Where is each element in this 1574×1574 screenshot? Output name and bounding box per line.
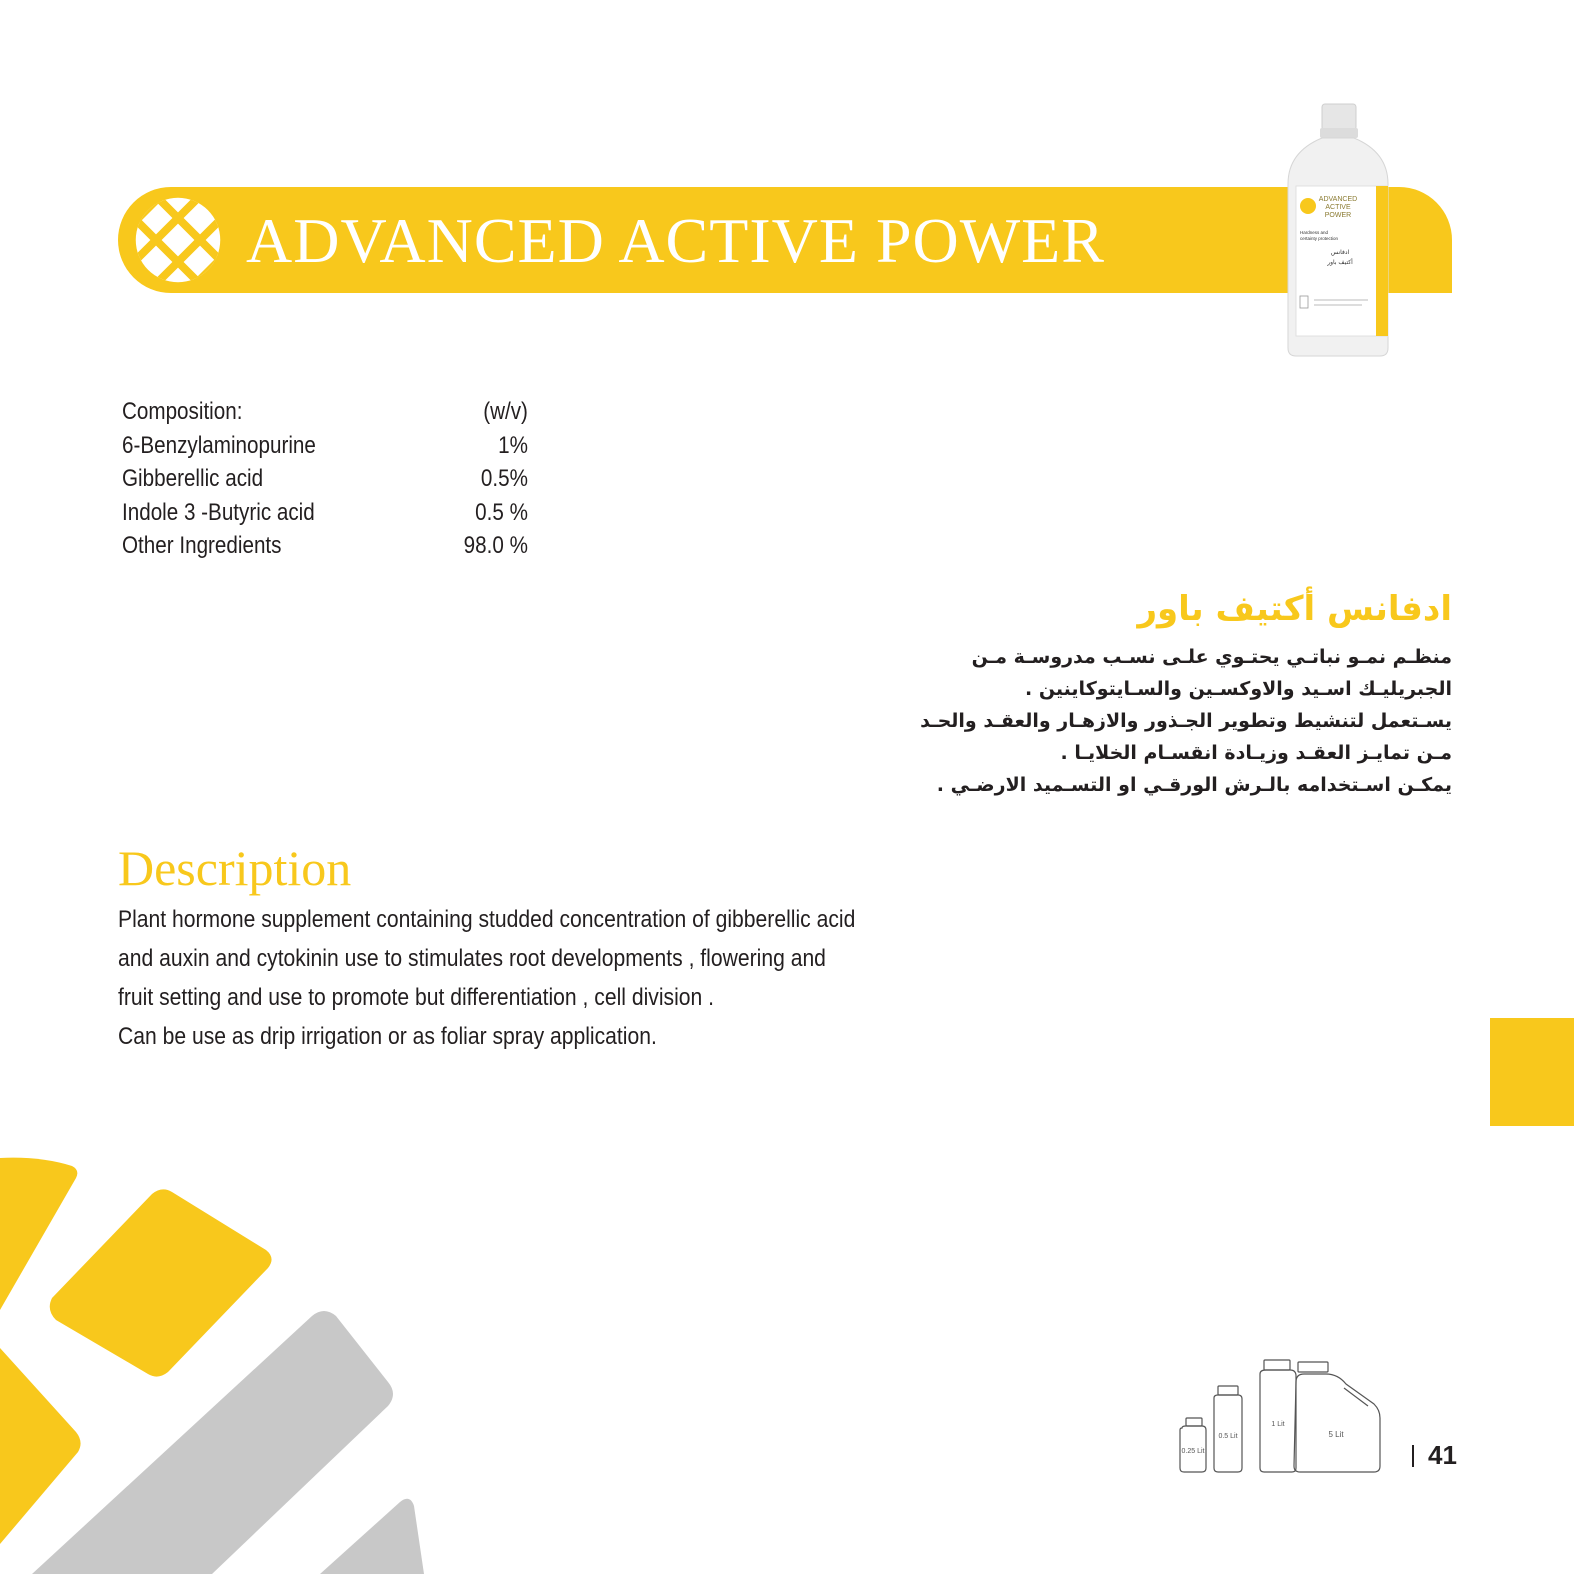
page-number-text: 41 (1428, 1440, 1457, 1470)
product-title: ADVANCED ACTIVE POWER (246, 205, 1105, 276)
page-divider (1412, 1445, 1414, 1467)
product-bottle-image (1282, 100, 1394, 360)
bottle-brand-line-1: ADVANCED (1318, 196, 1358, 203)
description-line: Can be use as drip irrigation or as foliar spray application. (118, 1023, 657, 1050)
ingredient-value: 1% (498, 431, 528, 459)
ingredient-value: 0.5 % (475, 498, 528, 526)
decorative-shapes (0, 1150, 460, 1574)
side-tab-marker (1490, 1018, 1574, 1126)
description-line: fruit setting and use to promote but differentiation , cell division . (118, 984, 715, 1011)
brand-logo-icon (134, 196, 222, 284)
composition-row (122, 462, 528, 496)
composition-label: Composition: (122, 398, 243, 425)
container-label: 0.5 Lit (1218, 1433, 1238, 1440)
composition-row (122, 496, 528, 530)
composition-unit: (w/v) (483, 398, 528, 425)
ingredient-name: Other Ingredients (122, 532, 282, 559)
container-sizes-illustration (1176, 1354, 1382, 1474)
description-line: Plant hormone supplement containing studded concentration of gibberellic acid (118, 906, 856, 933)
composition-row (122, 529, 528, 563)
arabic-description (892, 585, 1452, 801)
ingredient-name: 6-Benzylaminopurine (122, 431, 316, 459)
container-label: 1 Lit (1271, 1421, 1285, 1428)
ingredient-value: 98.0 % (463, 532, 528, 559)
container-label: 5 Lit (1328, 1430, 1344, 1439)
title-banner (118, 187, 1452, 293)
description-line: and auxin and cytokinin use to stimulates root developments , flowering and (118, 945, 826, 972)
description-heading: Description (118, 840, 352, 896)
ingredient-value: 0.5% (480, 465, 528, 492)
bottle-arabic-2: أكتيف باور (1327, 259, 1353, 266)
arabic-title: ادفانس أكتيف باور (1137, 589, 1452, 629)
bottle-brand-line-3: POWER (1324, 212, 1352, 219)
composition-row (122, 429, 528, 463)
bottle-tagline-2: certainty protection (1300, 236, 1339, 241)
bottle-brand-line-2: ACTIVE (1325, 204, 1351, 211)
page-number (1412, 1440, 1457, 1471)
ingredient-name: Indole 3 -Butyric acid (122, 498, 315, 526)
arabic-line: منظـم نمـو نباتـي يحتـوي علـى نسـب مدروسـة مـن (971, 646, 1452, 668)
ingredient-name: Gibberellic acid (122, 465, 264, 492)
arabic-line: الجبريليـك اسـيد والاوكسـين والسـايتوكاينين . (1024, 678, 1452, 700)
arabic-line: مـن تمايـز العقـد وزيـادة انقسـام الخلايـا . (1060, 742, 1452, 764)
composition-header-row (122, 395, 528, 429)
description-body (118, 900, 1018, 1056)
bottle-tagline-1: Hardness and (1300, 230, 1329, 235)
container-label: 0.25 Lit (1181, 1448, 1205, 1455)
bottle-arabic-1: ادفانس (1330, 249, 1350, 256)
arabic-line: يسـتعمل لتنشيط وتطوير الجـذور والازهـار والعقـد والحـد (920, 710, 1452, 732)
arabic-line: يمكـن اسـتخدامه بالـرش الورقـي او التسـميد الارضـي . (936, 774, 1452, 796)
composition-table (122, 395, 528, 563)
